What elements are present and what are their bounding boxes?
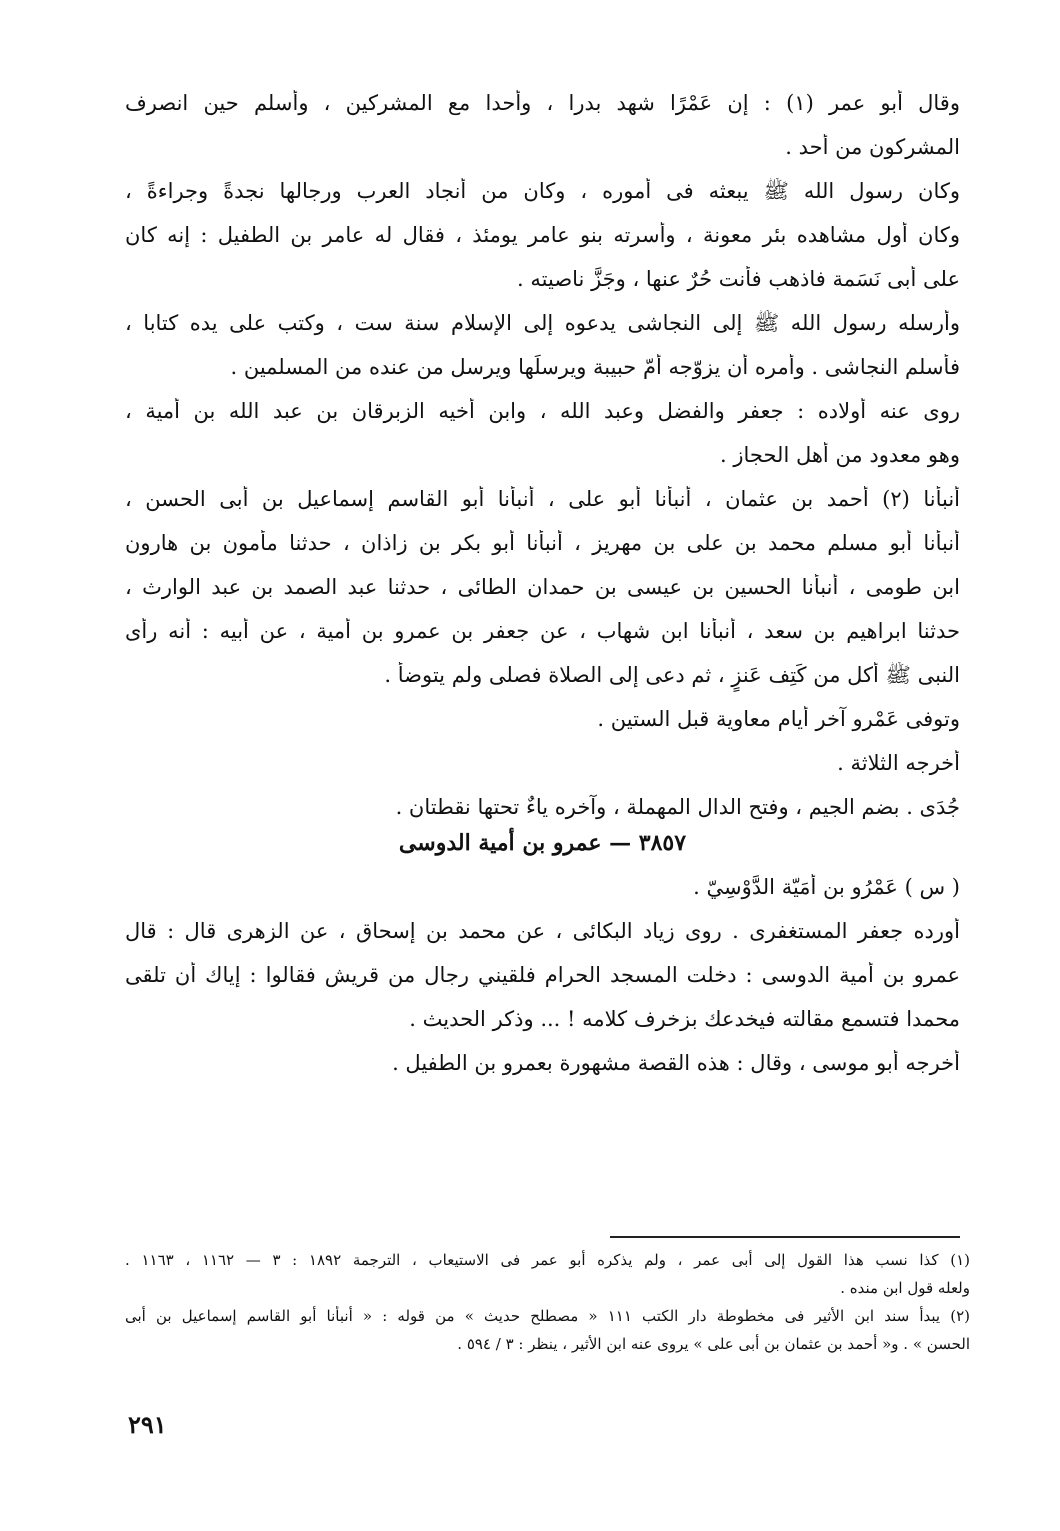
footnote-divider <box>610 1236 960 1238</box>
text-line: المشركون من أحد . <box>785 135 960 159</box>
footnote-line: (١) كذا نسب هذا القول إلى أبى عمر ، ولم يذكره أبو عمر فى الاستيعاب ، الترجمة ١٨٩٢ : ٣ — ١١٦٢ ، ١١٦٣ . <box>125 1251 970 1269</box>
page-number: ٢٩١ <box>128 1410 167 1439</box>
text-line: ( س ) عَمْرُو بن أُمَيّة الدَّوْسِيّ . <box>693 875 960 899</box>
footnote-line: ولعله قول ابن منده . <box>840 1279 970 1297</box>
main-text <box>125 90 960 1094</box>
text-line: وهو معدود من أهل الحجاز . <box>720 443 960 467</box>
section-heading: ٣٨٥٧ — عمرو بن أمية الدوسى <box>398 830 687 856</box>
text-line: أخرجه أبو موسى ، وقال : هذه القصة مشهورة بعمرو بن الطفيل . <box>392 1051 960 1075</box>
text-line: محمدا فتسمع مقالته فيخدعك بزخرف كلامه ! ... وذكر الحديث . <box>409 1007 960 1031</box>
text-line: أنبأنا أبو مسلم محمد بن على بن مهريز ، أنبأنا أبو بكر بن زاذان ، حدثنا مأمون بن هارون <box>125 531 960 555</box>
text-line: وأرسله رسول الله ﷺ إلى النجاشى يدعوه إلى الإسلام سنة ست ، وكتب على يده كتابا ، <box>125 311 960 335</box>
text-line: ابن طومى ، أنبأنا الحسين بن عيسى بن حمدان الطائى ، حدثنا عبد الصمد بن عبد الوارث ، <box>125 575 960 599</box>
text-line: وتوفى عَمْرو آخر أيام معاوية قبل الستين . <box>597 707 960 731</box>
text-line: النبى ﷺ أكل من كَتِف عَنزٍ ، ثم دعى إلى الصلاة فصلى ولم يتوضأ . <box>384 663 960 687</box>
footnote-line: الحسن » . و« أحمد بن عثمان بن أبى على » يروى عنه ابن الأثير ، ينظر : ٣ / ٥٩٤ . <box>457 1335 970 1353</box>
footnotes <box>125 1250 970 1362</box>
text-line: أورده جعفر المستغفرى . روى زياد البكائى ، عن محمد بن إسحاق ، عن الزهرى قال : قال <box>125 919 960 943</box>
text-line: وقال أبو عمر (١) : إن عَمْرًا شهد بدرا ، وأحدا مع المشركين ، وأسلم حين انصرف <box>125 91 960 115</box>
text-line: حدثنا ابراهيم بن سعد ، أنبأنا ابن شهاب ، عن جعفر بن عمرو بن أمية ، عن أبيه : أنه رأى <box>125 619 960 643</box>
text-line: فأسلم النجاشى . وأمره أن يزوّجه أمّ حبيبة ويرسلَها ويرسل من عنده من المسلمين . <box>230 355 960 379</box>
text-line: روى عنه أولاده : جعفر والفضل وعبد الله ، وابن أخيه الزبرقان بن عبد الله بن أمية ، <box>125 399 960 423</box>
text-line: على أبى نَسَمة فاذهب فأنت حُرٌ عنها ، وجَزَّ ناصيته . <box>517 267 960 291</box>
text-line: عمرو بن أمية الدوسى : دخلت المسجد الحرام فلقيني رجال من قريش فقالوا : إياك أن تلقى <box>125 963 960 987</box>
text-line: أخرجه الثلاثة . <box>837 751 960 775</box>
text-line: وكان أول مشاهده بئر معونة ، وأسرته بنو عامر يومئذ ، فقال له عامر بن الطفيل : إنه كان <box>125 223 960 247</box>
footnote-line: (٢) يبدأ سند ابن الأثير فى مخطوطة دار الكتب ١١١ « مصطلح حديث » من قوله : « أنبأنا أبو القاسم إسماعيل بن أبى <box>125 1307 970 1325</box>
text-line: جُدَى . بضم الجيم ، وفتح الدال المهملة ، وآخره ياءٌ تحتها نقطتان . <box>395 795 960 819</box>
text-line: وكان رسول الله ﷺ يبعثه فى أموره ، وكان من أنجاد العرب ورجالها نجدةً وجراءةً ، <box>125 179 960 203</box>
text-line: أنبأنا (٢) أحمد بن عثمان ، أنبأنا أبو على ، أنبأنا أبو القاسم إسماعيل بن أبى الحسن ، <box>125 487 960 511</box>
